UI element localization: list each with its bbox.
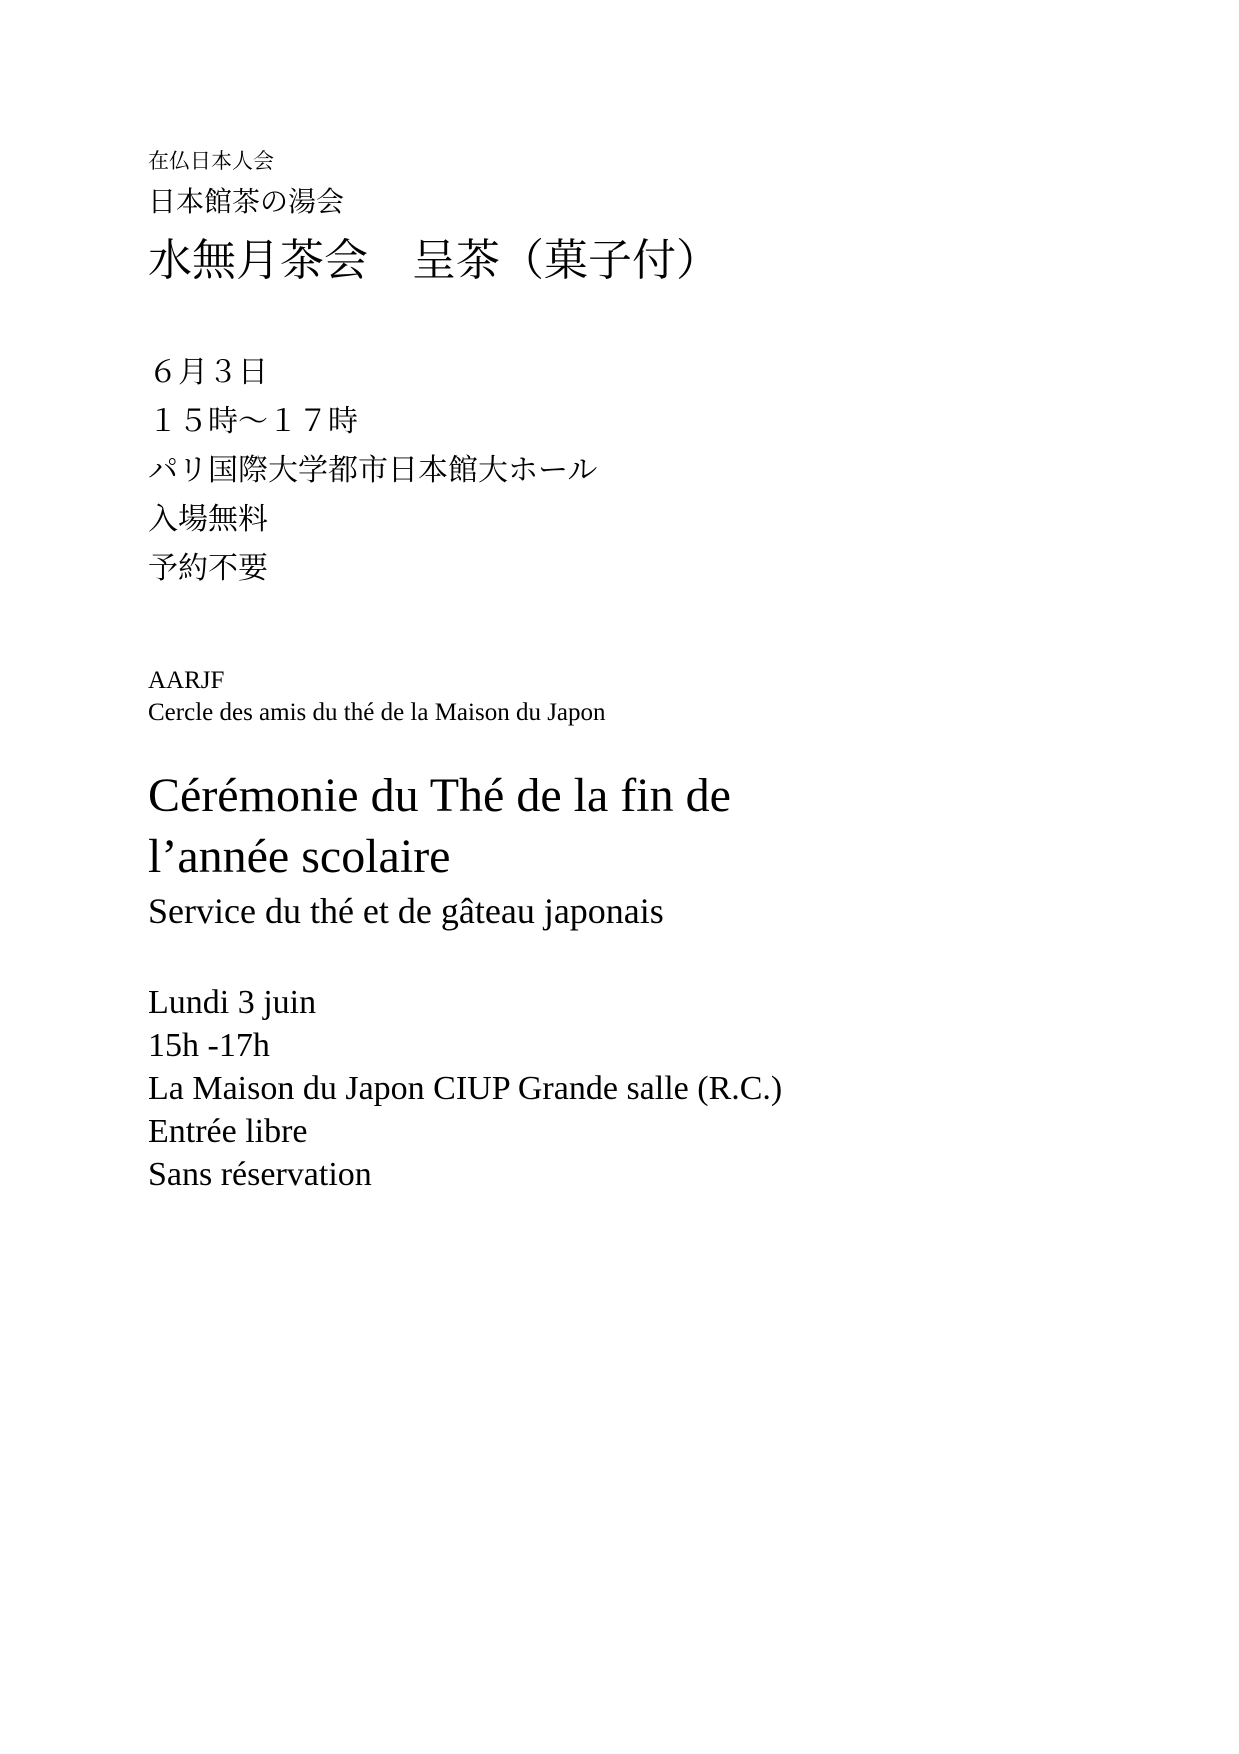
jp-group: 日本館茶の湯会	[148, 185, 345, 218]
fr-title-line2: l’année scolaire	[148, 830, 451, 883]
jp-reservation: 予約不要	[148, 551, 268, 586]
fr-reservation: Sans réservation	[148, 1156, 372, 1193]
fr-time: 15h -17h	[148, 1027, 270, 1064]
jp-venue: パリ国際大学都市日本館大ホール	[148, 453, 598, 488]
jp-date: ６月３日	[148, 355, 268, 390]
fr-subtitle: Service du thé et de gâteau japonais	[148, 891, 664, 931]
fr-admission: Entrée libre	[148, 1113, 308, 1150]
fr-title-line1: Cérémonie du Thé de la fin de	[148, 769, 731, 822]
fr-date: Lundi 3 juin	[148, 984, 317, 1021]
jp-time: １５時〜１７時	[148, 404, 358, 439]
fr-venue: La Maison du Japon CIUP Grande salle (R.C.)	[148, 1070, 783, 1107]
fr-organization: AARJF	[148, 667, 225, 694]
jp-title: 水無月茶会 呈茶（菓子付）	[148, 235, 720, 286]
jp-admission: 入場無料	[148, 502, 268, 537]
fr-group: Cercle des amis du thé de la Maison du Japon	[148, 699, 606, 726]
jp-organization: 在仏日本人会	[148, 149, 274, 173]
